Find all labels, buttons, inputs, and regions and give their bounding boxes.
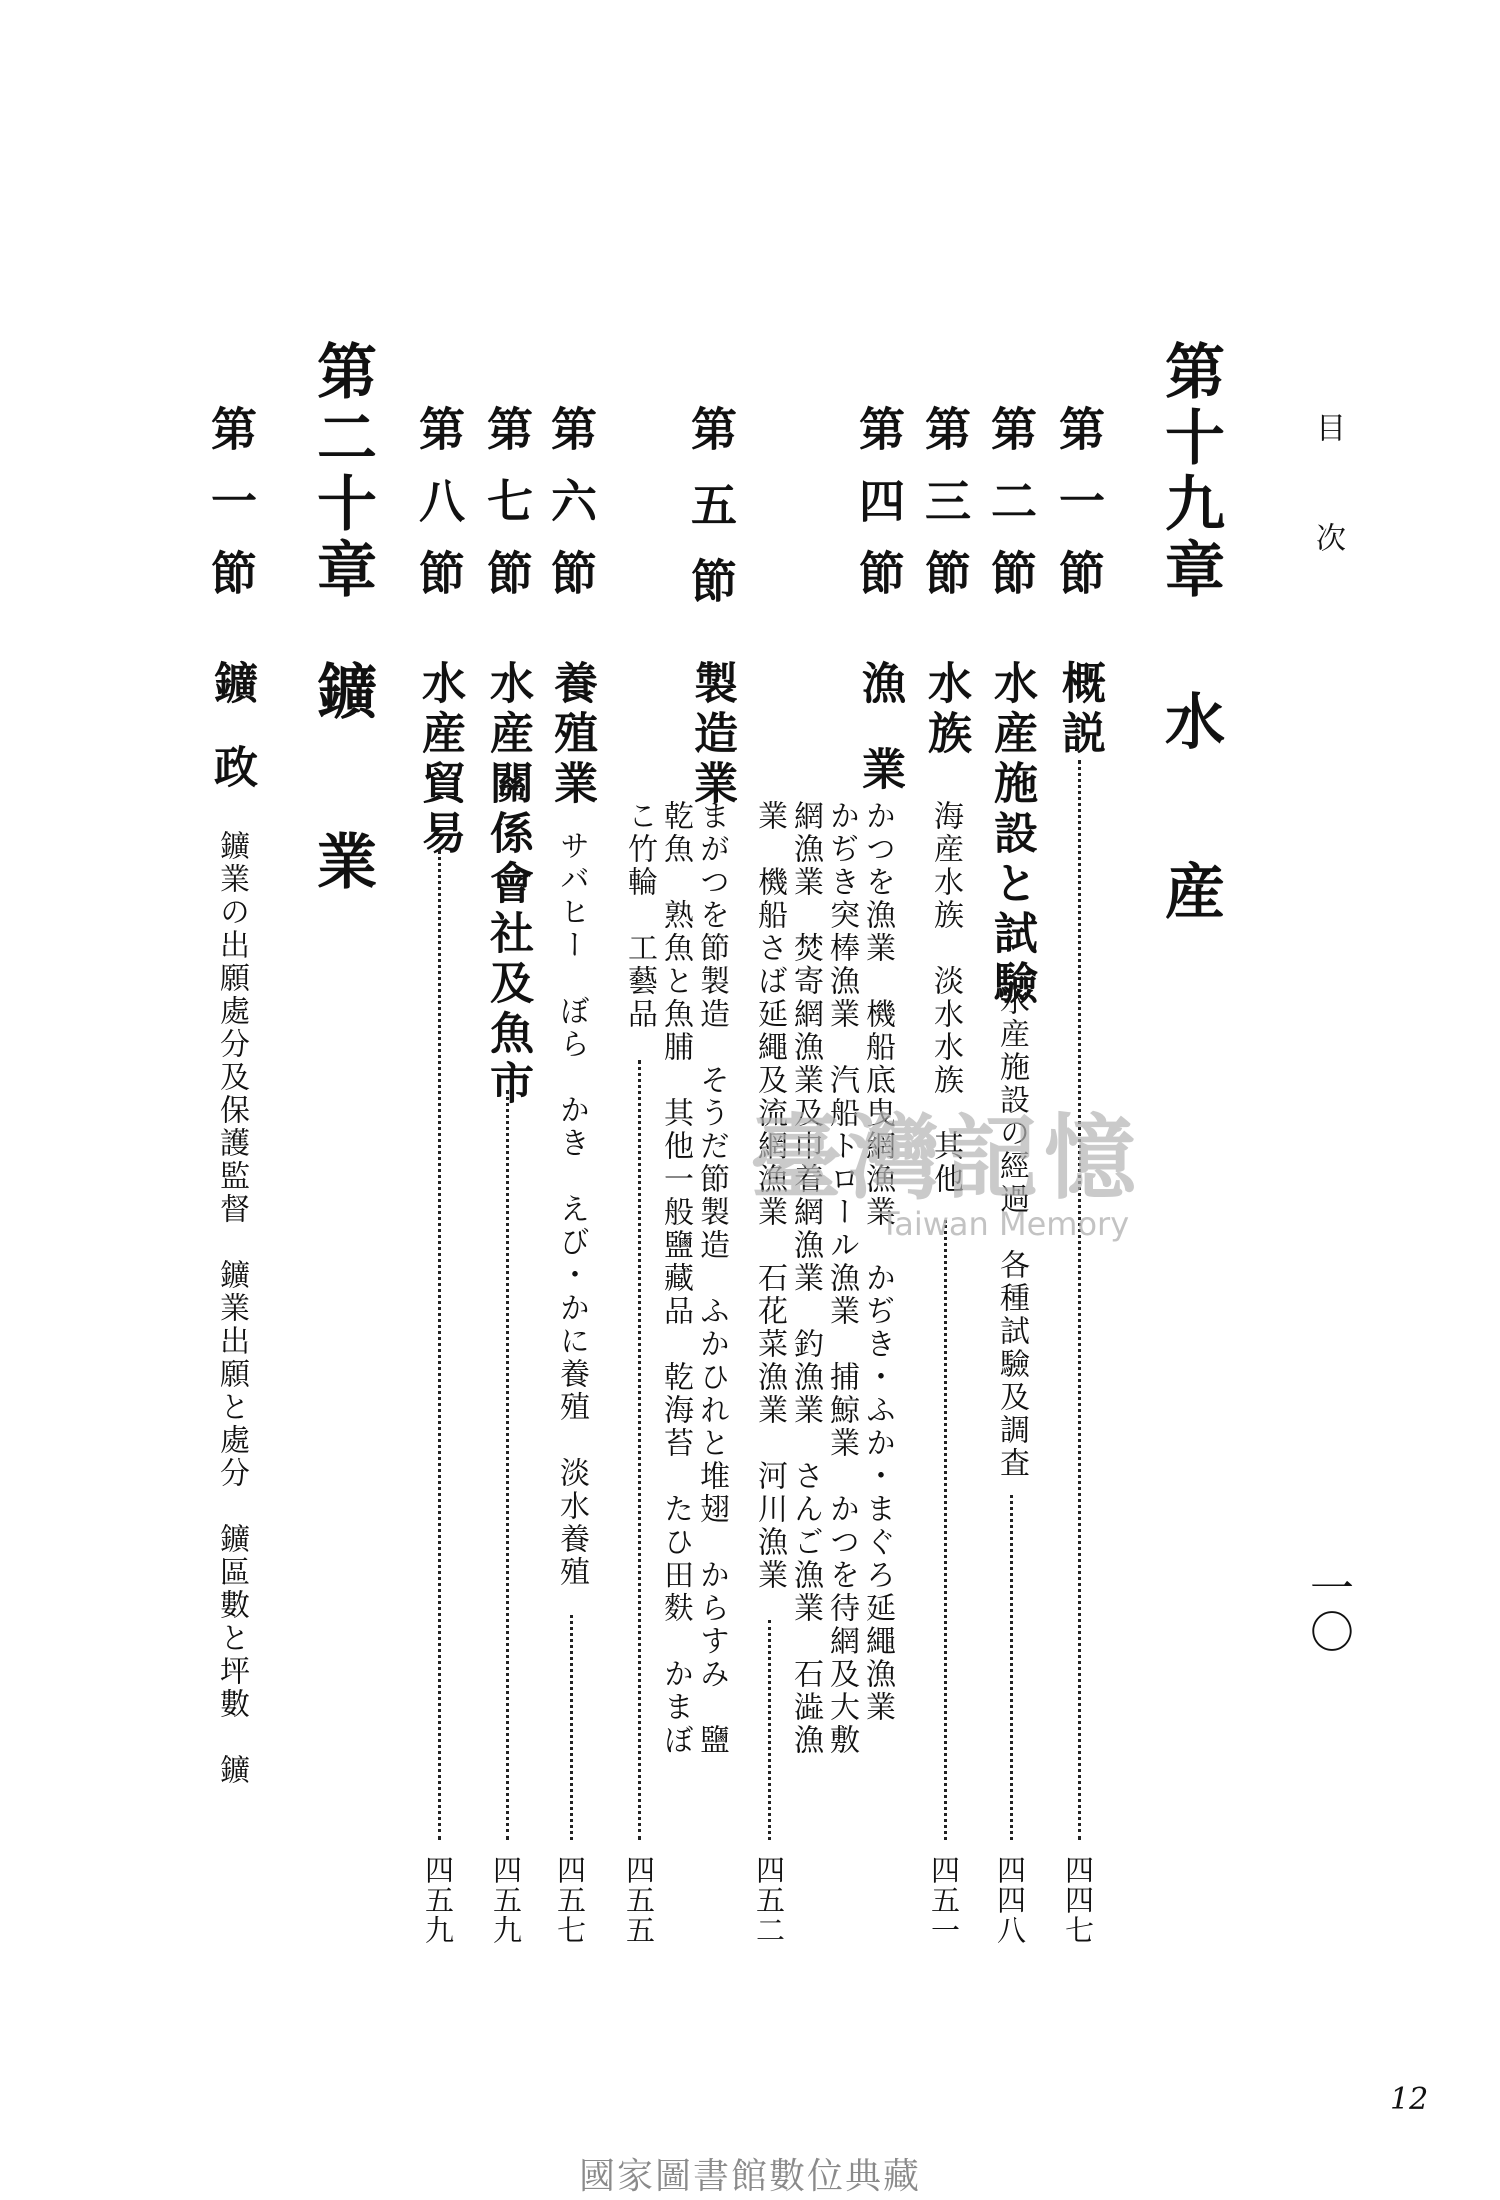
chapter-19-number: 第十九章 [1155,340,1225,604]
section-2-subtopics: 水産施設の經過 各種試驗及調査 [994,985,1029,1480]
section-2-page: 四四八 [993,1855,1027,1945]
section-8-page: 四五九 [421,1855,455,1945]
section-7-page: 四五九 [489,1855,523,1945]
section-6-title: 養殖業 [546,660,597,810]
page-number: 一〇 [1302,1565,1353,1653]
section-3-title: 水族 [920,660,971,760]
ch20-section-1-subtopics: 鑛業の出願處分及保護監督 鑛業出願と處分 鑛區數と坪數 鑛 [214,830,249,1787]
section-7-label: 第七節 [480,405,534,621]
section-1-label: 第一節 [1052,405,1106,621]
dot-leader [768,1620,771,1840]
watermark-text: 臺灣記憶 [750,1104,1143,1212]
section-4-subtopics-line-4: 業 機船さば延繩及流網漁業 石花菜漁業 河川漁業 [752,800,787,1592]
section-2-label: 第二節 [984,405,1038,621]
running-header: 目次 [1310,412,1345,632]
section-4-page: 四五二 [752,1855,786,1945]
section-5-subtopics-line-3: こ竹輪 工藝品 [622,800,657,1031]
dot-leader [438,850,441,1840]
section-3-label: 第三節 [918,405,972,621]
chapter-19-title: 水産 [1155,690,1225,1030]
dot-leader [506,1090,509,1840]
dot-leader [638,1060,641,1840]
section-5-subtopics-line-1: まがつを節製造 そうだ節製造 ふかひれと堆翅 からすみ 鹽 [694,800,729,1757]
section-5-page: 四五五 [622,1855,656,1945]
dot-leader [1078,760,1081,1840]
section-1-page: 四四七 [1061,1855,1095,1945]
dot-leader [1010,1495,1013,1840]
section-4-subtopics-line-1: かつを漁業 機船底曳網漁業 かぢき・ふか・まぐろ延繩漁業 [860,800,895,1724]
section-5-title: 製造業 [686,660,737,810]
section-3-page: 四五一 [927,1855,961,1945]
ch20-section-1-title: 鑛政 [206,660,257,828]
section-6-subtopics: サバヒー ぼら かき えび・かに養殖 淡水養殖 [554,830,589,1589]
section-5-label: 第五節 [684,405,738,633]
section-8-label: 第八節 [412,405,466,621]
section-2-title: 水産施設と試驗 [986,660,1037,1010]
dot-leader [570,1615,573,1840]
dot-leader [944,1220,947,1840]
ch20-section-1-label: 第一節 [204,405,258,621]
section-4-title: 漁業 [854,660,905,832]
section-4-subtopics-line-2: かぢき突棒漁業 汽船トロール漁業 捕鯨業 かつを待網及大敷 [824,800,859,1757]
section-1-title: 概説 [1054,660,1105,760]
watermark-english: Taiwan Memory [880,1205,1130,1243]
chapter-20-number: 第二十章 [307,340,377,604]
section-6-label: 第六節 [544,405,598,621]
chapter-20-title: 鑛業 [307,660,377,1000]
library-footer: 國家圖書館數位典藏 [578,2156,921,2197]
handwritten-mark: 12 [1390,2082,1429,2117]
section-8-title: 水産貿易 [414,660,465,860]
section-7-title: 水産關係會社及魚市 [482,660,533,1110]
section-6-page: 四五七 [553,1855,587,1945]
section-4-subtopics-line-3: 網漁業 焚寄網漁業及巾着網漁業 釣漁業 さんご漁業 石澁漁 [788,800,823,1757]
section-3-subtopics: 海産水族 淡水水族 其他 [928,800,963,1196]
section-4-label: 第四節 [852,405,906,621]
section-5-subtopics-line-2: 乾魚 熟魚と魚脯 其他一般鹽藏品 乾海苔 たひ田麩 かまぼ [658,800,693,1757]
